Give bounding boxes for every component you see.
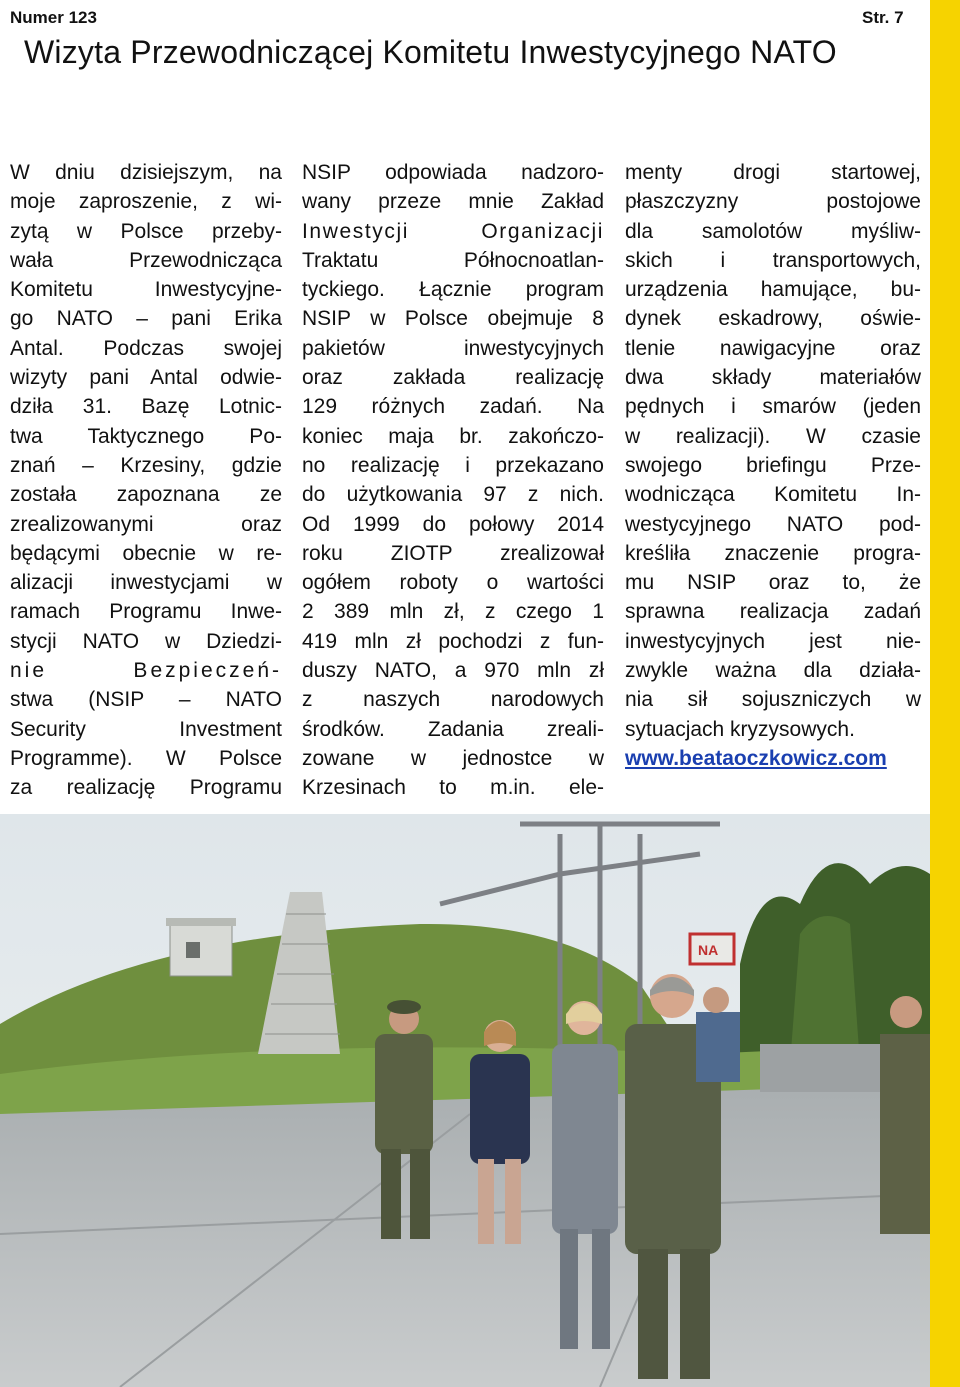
text-line: pędnych i smarów (jeden	[625, 395, 921, 419]
text-line: za realizację Programu	[10, 776, 282, 800]
text-line: dla samolotów myśliw-	[625, 219, 921, 243]
issue-number: Numer 123	[10, 8, 97, 27]
text-line: duszy NATO, a 970 mln zł	[302, 659, 604, 683]
text-line: inwestycyjnych jest nie-	[625, 629, 921, 653]
gantry-sign: NA	[698, 942, 719, 958]
text-line: pakietów inwestycyjnych	[302, 336, 604, 360]
text-line: Inwestycji Organizacji	[302, 219, 604, 243]
text-line: Krzesinach to m.in. ele-	[302, 776, 604, 800]
text-line: 419 mln zł pochodzi z fun-	[302, 629, 604, 653]
text-line: tyckiego. Łącznie program	[302, 278, 604, 302]
text-line: kreśliła znaczenie progra-	[625, 541, 921, 565]
text-line: menty drogi startowej,	[625, 161, 921, 184]
text-line: została zapoznana ze	[10, 483, 282, 507]
text-line: NSIP w Polsce obejmuje 8	[302, 307, 604, 331]
text-line: wodnicząca Komitetu In-	[625, 483, 921, 507]
text-line: dziła 31. Bazę Lotnic-	[10, 395, 282, 419]
text-line: środków. Zadania zreali-	[302, 717, 604, 741]
text-line: wizyty pani Antal odwie-	[10, 366, 282, 390]
text-line: wany przeze mnie Zakład	[302, 190, 604, 214]
text-line: W dniu dzisiejszym, na	[10, 161, 282, 184]
text-line: nie Bezpieczeń-	[10, 659, 282, 683]
text-line: twa Taktycznego Po-	[10, 424, 282, 448]
text-line: moje zaproszenie, z wi-	[10, 190, 282, 214]
text-line: tlenie nawigacyjne oraz	[625, 336, 921, 360]
text-line: 129 różnych zadań. Na	[302, 395, 604, 419]
text-line: urządzenia hamujące, bu-	[625, 278, 921, 302]
text-line: z naszych narodowych	[302, 688, 604, 712]
yellow-side-band	[930, 0, 960, 1387]
text-column-2	[302, 158, 604, 803]
text-line: znań – Krzesiny, gdzie	[10, 453, 282, 477]
page-number: Str. 7	[862, 8, 904, 27]
text-line: NSIP odpowiada nadzoro-	[302, 161, 604, 184]
text-line: mu NSIP oraz to, że	[625, 571, 921, 595]
text-column-3	[625, 158, 921, 773]
text-line: oraz zakłada realizację	[302, 366, 604, 390]
text-line: Programme). W Polsce	[10, 746, 282, 770]
article-title: Wizyta Przewodniczącej Komitetu Inwestycyjnego NATO	[24, 34, 837, 70]
text-line: dynek eskadrowy, oświe-	[625, 307, 921, 331]
text-line: stycji NATO w Dziedzi-	[10, 629, 282, 653]
text-line: zytą w Polsce przeby-	[10, 219, 282, 243]
text-line: Komitetu Inwestycyjne-	[10, 278, 282, 302]
text-line: Od 1999 do połowy 2014	[302, 512, 604, 536]
text-line: skich i transportowych,	[625, 248, 921, 272]
text-line: zrealizowanymi oraz	[10, 512, 282, 536]
website-link[interactable]: www.beataoczkowicz.com	[625, 746, 887, 770]
text-line: płaszczyzny postojowe	[625, 190, 921, 214]
text-line: alizacji inwestycjami w	[10, 571, 282, 595]
text-line: do użytkowania 97 z nich.	[302, 483, 604, 507]
text-line: ogółem roboty o wartości	[302, 571, 604, 595]
text-line: no realizację i przekazano	[302, 453, 604, 477]
text-line: Traktatu Północnoatlan-	[302, 248, 604, 272]
text-line: zwykle ważna dla działa-	[625, 659, 921, 683]
text-line: Antal. Podczas swojej	[10, 336, 282, 360]
text-line: koniec maja br. zakończo-	[302, 424, 604, 448]
text-line: sytuacjach kryzysowych.	[625, 717, 855, 741]
text-line: dwa składy materiałów	[625, 366, 921, 390]
text-line: sprawna realizacja zadań	[625, 600, 921, 624]
text-line: roku ZIOTP zrealizował	[302, 541, 604, 565]
text-line: 2 389 mln zł, z czego 1	[302, 600, 604, 624]
text-line: będącymi obecnie w re-	[10, 541, 282, 565]
text-line: wała Przewodnicząca	[10, 248, 282, 272]
text-line: w realizacji). W czasie	[625, 424, 921, 448]
text-line: Security Investment	[10, 717, 282, 741]
text-line: zowane w jednostce w	[302, 746, 604, 770]
text-column-1	[10, 158, 282, 803]
text-line: stwa (NSIP – NATO	[10, 688, 282, 712]
text-line: swojego briefingu Prze-	[625, 453, 921, 477]
text-line: nia sił sojuszniczych w	[625, 688, 921, 712]
photo-visit-at-airbase	[0, 814, 930, 1387]
text-line: go NATO – pani Erika	[10, 307, 282, 331]
text-line: ramach Programu Inwe-	[10, 600, 282, 624]
text-line: westycyjnego NATO pod-	[625, 512, 921, 536]
